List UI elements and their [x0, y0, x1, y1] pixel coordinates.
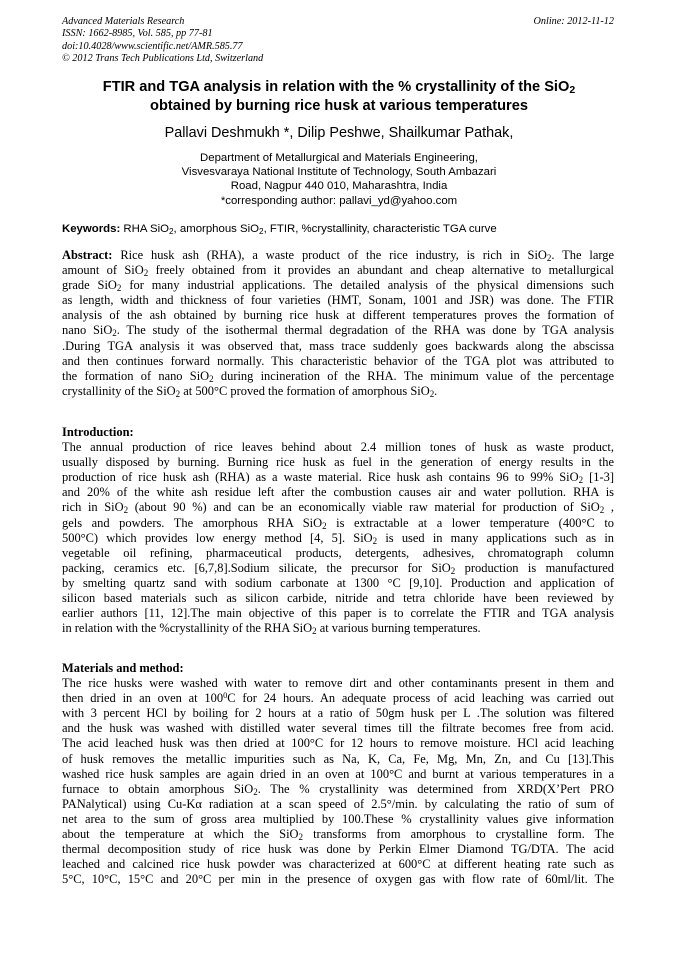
author-list: Pallavi Deshmukh *, Dilip Peshwe, Shailkumar Pathak,: [164, 125, 514, 141]
journal-name: Advanced Materials Research: [62, 16, 185, 27]
corresponding-author-email: *corresponding author: pallavi_yd@yahoo.com: [220, 194, 458, 207]
issn-line: ISSN: 1662-8985, Vol. 585, pp 77-81: [62, 28, 213, 40]
methods-heading: Materials and method:: [62, 661, 184, 675]
affiliation: Department of Metallurgical and Materials Engineering, Visvesvaraya National Institute of Technology, South Ambazari Road, Nagpur 440 010, Maharashtra, India *corresponding author: pallavi_yd@yahoo.com: [62, 151, 616, 208]
introduction-section: Introduction: The annual production of rice leaves behind about 2.4 million tones of husk as waste product, usually disposed by burning. Burning rice husk as fuel in the generation of energy results in the production of rice husk ash (RHA) as a waste material. Rice husk ash contains 96 to 99% SiO$_2$ [1-3] and 20% of the white ash residue left after the combustion causes air and water pollution. RHA is rich in SiO$_2$ (about 90 %) and can be an economically viable raw material for production of SiO$_2$ , gels and powders. The amorphous RHA SiO$_2$ is extractable at a lower temperature (400°C to 500°C) which provides low energy method [4, 5]. SiO$_2$ is used in many applications such as in vegetable oil refining, pharmaceutical products, detergents, adhesives, chromatograph column packing, ceramics etc. [6,7,8].Sodium silicate, the precursor for SiO$_2$ production is manufactured by smelting quartz sand with sodium carbonate at 1300 °C [9,10]. Production and application of silicon based materials such as silicon carbide, nitride and tetra chloride have been reviewed by earlier authors [11, 12].The main objective of this paper is to correlate the FTIR and TGA analysis in relation with the %crystallinity of the RHA SiO$_2$ at various burning temperatures.: [62, 425, 614, 637]
paper-title: FTIR and TGA analysis in relation with the % crystallinity of the SiO$_2$ obtained by burning rice husk at various temperatures: [102, 79, 576, 114]
journal-header: [62, 16, 263, 66]
introduction-heading: Introduction:: [62, 425, 134, 439]
online-date: Online: 2012-11-12: [533, 16, 614, 27]
abstract: Abstract: Rice husk ash (RHA), a waste product of the rice industry, is rich in SiO$_2$. The large amount of SiO$_2$ freely obtained from it provides an abundant and cheap alternative to metallurgical grade SiO$_2$ for many industrial applications. The detailed analysis of the physical dimensions such as length, width and thickness of four varieties (HMT, Sonam, 1001 and JSR) was done. The FTIR analysis of the ash obtained by burning rice husk at different temperatures proves the formation of nano SiO$_2$. The study of the isothermal thermal degradation of the RHA was done by TGA analysis .During TGA analysis it was observed that, mass trace suddenly goes backwards along the abscissa and then continues forward normally. This characteristic behavior of the TGA plot was attributed to the formation of nano SiO$_2$ during incineration of the RHA. The minimum value of the percentage crystallinity of the SiO$_2$ at 500°C proved the formation of amorphous SiO$_2$.: [62, 248, 615, 399]
materials-methods-section: Materials and method: The rice husks were washed with water to remove dirt and other contaminants present in them and then dried in an oven at $100^0C$ for 24 hours. An adequate process of acid leaching was carried out with 3 percent HCl by boiling for 2 hours at a ratio of 50gm husk per L .The solution was filtered and the husk was washed with distilled water several times till the filtrate becomes free from acid. The acid leached husk was then dried at 100°C for 12 hours to remove moisture. HCl acid leaching of husk removes the metallic impurities such as Na, K, Ca, Fe, Mg, Mn, Zn, and Cu [13].This washed rice husk samples are again dried in an oven at 100°C and burnt at various temperatures in a furnace to obtain amorphous SiO$_2$. The % crystallinity was determined from XRD(X’Pert PRO PANalytical) using Cu-Kα radiation at a scan speed of 2.5°/min. by calculating the ratio of sum of net area to the sum of gross area multiplied by 100.These % crystallinity values give information about the temperature at which the SiO$_2$ transforms from amorphous to crystalline form. The thermal decomposition study of rice husk was done by Perkin Elmer Diamond TG/DTA. The acid leached and calcined rice husk powder was characterized at 600°C at different heating rate such as 5°C, 10°C, 15°C and 20°C per min in the presence of oxygen gas with flow rate of 60ml/lit. The: [62, 661, 615, 887]
doi-line: doi:10.4028/www.scientific.net/AMR.585.77: [62, 40, 243, 52]
keywords: Keywords: RHA SiO$_2$, amorphous SiO$_2$, FTIR, %crystallinity, characteristic TGA curve: [62, 223, 497, 236]
abstract-label: Abstract:: [62, 248, 113, 262]
copyright-line: © 2012 Trans Tech Publications Ltd, Switzerland: [62, 53, 264, 65]
